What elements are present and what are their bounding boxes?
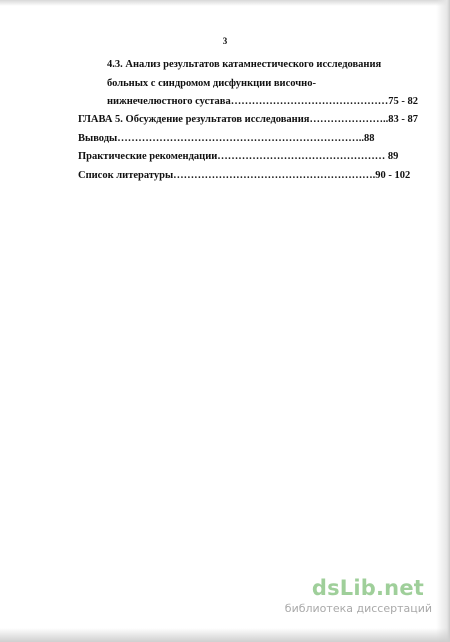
scan-edge-bottom xyxy=(0,628,450,642)
toc-line-conclusions: Выводы……………………………………………………………..88 xyxy=(78,133,375,144)
toc-line-4-3-end: нижнечелюстного сустава………………………………………75 - 82 xyxy=(107,96,418,107)
scan-edge-right xyxy=(436,0,450,642)
toc-line-chapter-5: ГЛАВА 5. Обсуждение результатов исследования…………………..83 - 87 xyxy=(78,114,418,125)
watermark-brand: dsLib.net xyxy=(311,576,424,600)
toc-line-recommendations: Практические рекомендации………………………………………… 89 xyxy=(78,151,399,162)
toc-line-4-3: 4.3. Анализ результатов катамнестического исследования xyxy=(107,59,382,70)
toc-line-references: Список литературы………………………………………………….90 - 102 xyxy=(78,170,411,181)
page-number: 3 xyxy=(222,36,228,46)
dslib-watermark xyxy=(232,576,432,620)
toc-line-4-3-cont: больных с синдромом дисфункции височно- xyxy=(107,78,316,89)
watermark-subtitle: библиотека диссертаций xyxy=(284,602,432,615)
scan-edge-top xyxy=(0,0,450,6)
